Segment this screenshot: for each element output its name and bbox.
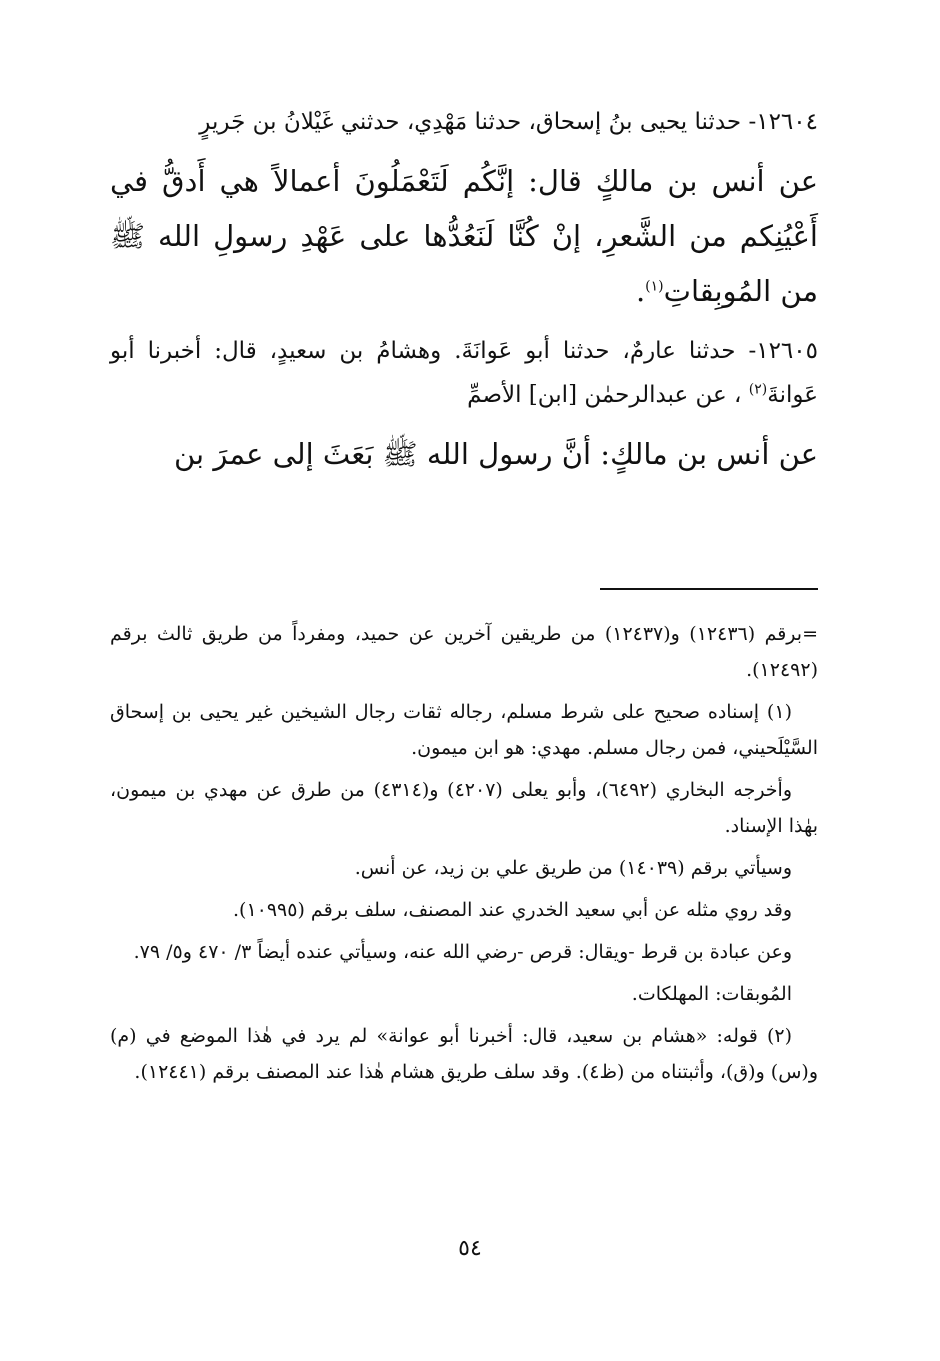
footnote-paragraph: وسيأتي برقم (١٤٠٣٩) من طريق علي بن زيد، عن أنس.	[354, 857, 792, 879]
hadith-12605-isnad-b: ، عن عبدالرحمٰن [ابن] الأصمِّ	[467, 382, 749, 408]
footnotes	[110, 616, 818, 1096]
footnote-ref-2: (٢)	[748, 381, 768, 398]
hadith-12605-isnad	[110, 329, 818, 417]
hadith-12604-isnad: ١٢٦٠٤- حدثنا يحيى بنُ إسحاق، حدثنا مَهْدِي، حدثني غَيْلانُ بن جَريرٍ	[199, 109, 818, 135]
footnote-paragraph: (٢) قوله: «هشام بن سعيد، قال: أخبرنا أبو عوانة» لم يرد في هٰذا الموضع في (م) و(س) و(ق)، وأثبتناه من (ظ٤). وقد سلف طريق هشام هٰذا عند المصنف برقم (١٢٤٤١).	[110, 1025, 818, 1083]
footnote-paragraph: وقد روي مثله عن أبي سعيد الخدري عند المصنف، سلف برقم (١٠٩٩٥).	[232, 899, 792, 921]
footnote-paragraph: وعن عبادة بن قرط -ويقال: قرص -رضي الله عنه، وسيأتي عنده أيضاً ٣/ ٤٧٠ و٥/ ٧٩.	[133, 941, 792, 963]
footnote-paragraph: (١) إسناده صحيح على شرط مسلم، رجاله ثقات رجال الشيخين غير يحيى بن إسحاق السَّيْلَحيني، فمن رجال مسلم. مهدي: هو ابن ميمون.	[110, 701, 818, 759]
footnote-paragraph: المُوبقات: المهلكات.	[631, 983, 792, 1005]
page-number: ٥٤	[458, 1236, 482, 1261]
hadith-12605-isnad-a: ١٢٦٠٥- حدثنا عارمٌ، حدثنا أبو عَوانَةَ. وهشامُ بن سعيدٍ، قال: أخبرنا أبو عَوانةَ	[110, 338, 818, 408]
hadith-12604-matn-text: عن أنس بن مالكٍ قال: إنَّكُم لَتَعْمَلُونَ أعمالاً هي أَدقُّ في أَعْيُنِكم من الشَّعرِ، إنْ كُنَّا لَنَعُدُّها على عَهْدِ رسولِ الله ﷺ من المُوبِقاتِ	[110, 164, 818, 308]
footnote-divider	[600, 588, 818, 590]
footnote-paragraph: وأخرجه البخاري (٦٤٩٢)، وأبو يعلى (٤٢٠٧) و(٤٣١٤) من طرق عن مهدي بن ميمون، بهٰذا الإسناد.	[110, 779, 818, 837]
hadith-12605-matn: عن أنس بن مالكٍ: أنَّ رسول الله ﷺ بَعَثَ إلى عمرَ بن	[173, 437, 818, 471]
footnote-paragraph: =برقم (١٢٤٣٦) و(١٢٤٣٧) من طريقين آخرين عن حميد، ومفرداً من طريق ثالث برقم (١٢٤٩٢).	[110, 623, 818, 681]
hadith-12604-matn-end: .	[635, 274, 646, 308]
main-text	[110, 100, 818, 492]
footnote-ref-1: (١)	[645, 278, 664, 295]
hadith-12604-matn	[110, 154, 818, 319]
